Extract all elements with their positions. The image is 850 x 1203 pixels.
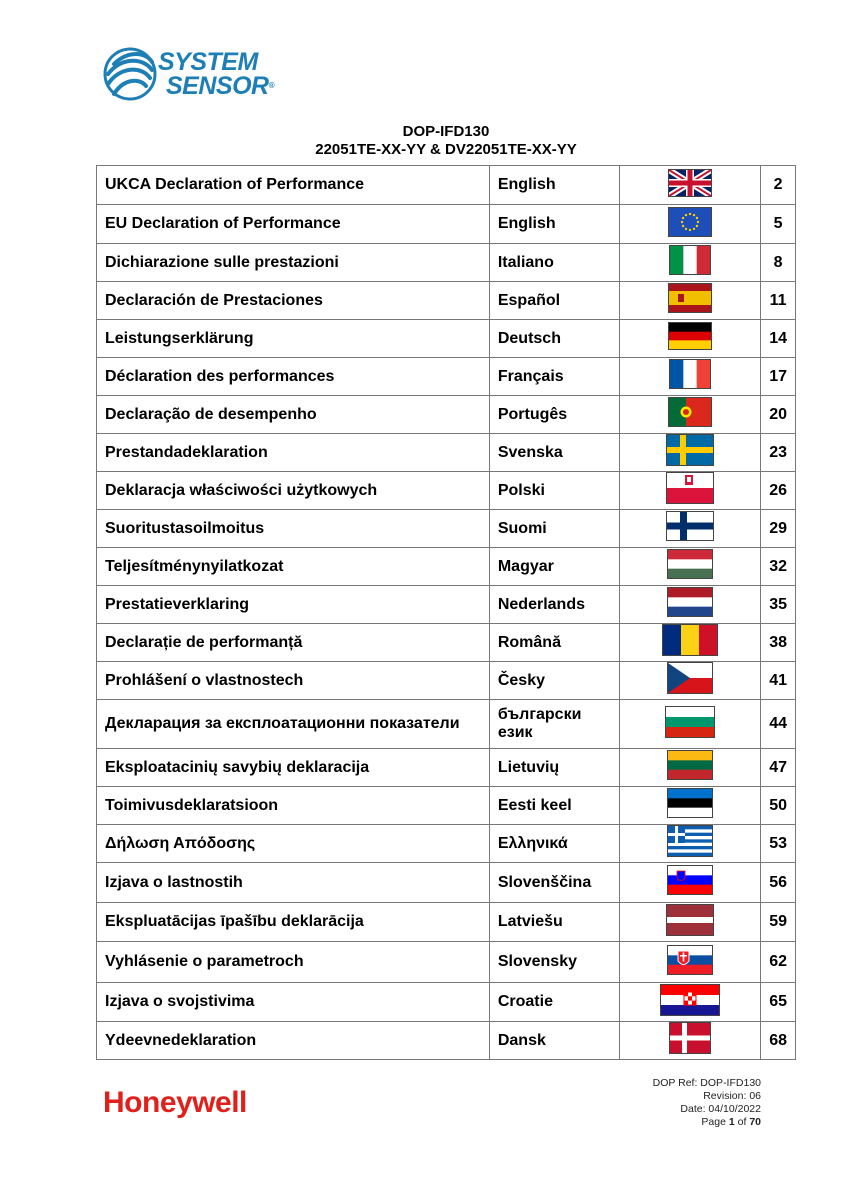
language-name: English [489, 166, 620, 205]
flag-cell [620, 510, 761, 548]
language-name: Română [489, 624, 620, 662]
flag-cell [620, 358, 761, 396]
language-name: български език [489, 700, 620, 749]
page-number-cell: 2 [761, 166, 796, 205]
table-row [97, 205, 796, 244]
declaration-title: UKCA Declaration of Performance [97, 166, 490, 205]
language-name: Svenska [489, 434, 620, 472]
declaration-title: Ekspluatācijas īpašību deklarācija [97, 903, 490, 942]
language-name: Suomi [489, 510, 620, 548]
flag-cell [620, 396, 761, 434]
page-number-cell: 11 [761, 282, 796, 320]
page-number-cell: 53 [761, 825, 796, 863]
declaration-title: Dichiarazione sulle prestazioni [97, 244, 490, 282]
slovakia-flag-icon [667, 945, 713, 980]
page-number-cell: 8 [761, 244, 796, 282]
netherlands-flag-icon [667, 587, 713, 622]
bulgaria-flag-icon [665, 706, 715, 743]
france-flag-icon [669, 359, 711, 394]
flag-cell [620, 1022, 761, 1060]
page-number-cell: 38 [761, 624, 796, 662]
declaration-title: Teljesítménynyilatkozat [97, 548, 490, 586]
declaration-title: Declaração de desempenho [97, 396, 490, 434]
language-name: Nederlands [489, 586, 620, 624]
germany-flag-icon [668, 322, 712, 355]
declaration-title: Déclaration des performances [97, 358, 490, 396]
table-row [97, 282, 796, 320]
page-number-cell: 41 [761, 662, 796, 700]
table-row [97, 700, 796, 749]
portugal-flag-icon [668, 397, 712, 432]
language-name: Lietuvių [489, 749, 620, 787]
language-name: Slovenščina [489, 863, 620, 903]
table-row [97, 166, 796, 205]
croatia-flag-icon [660, 984, 720, 1021]
declaration-title: Declarație de performanță [97, 624, 490, 662]
finland-flag-icon [666, 511, 714, 546]
page-number-cell: 35 [761, 586, 796, 624]
table-row [97, 244, 796, 282]
romania-flag-icon [662, 624, 718, 661]
page-number-cell: 44 [761, 700, 796, 749]
table-row [97, 358, 796, 396]
system-sensor-logo [158, 50, 274, 98]
language-name: Česky [489, 662, 620, 700]
logo-line-1: SYSTEM [158, 48, 258, 76]
table-row [97, 863, 796, 903]
declaration-title: Izjava o lastnostih [97, 863, 490, 903]
slovenia-flag-icon [667, 865, 713, 900]
page-number-cell: 20 [761, 396, 796, 434]
table-row [97, 510, 796, 548]
page-number-cell: 50 [761, 787, 796, 825]
flag-cell [620, 166, 761, 205]
table-row [97, 586, 796, 624]
eu-flag-icon [668, 207, 712, 242]
date: Date: 04/10/2022 [680, 1103, 761, 1115]
flag-cell [620, 320, 761, 358]
language-name: Portugês [489, 396, 620, 434]
page-number-cell: 65 [761, 983, 796, 1022]
dop-ref: DOP Ref: DOP-IFD130 [652, 1077, 761, 1089]
document-title [96, 123, 796, 159]
poland-flag-icon [666, 472, 714, 509]
estonia-flag-icon [667, 788, 713, 823]
table-row [97, 320, 796, 358]
declaration-title: Декларация за експлоатационни показатели [97, 700, 490, 749]
table-row [97, 942, 796, 983]
denmark-flag-icon [669, 1022, 711, 1059]
table-row [97, 396, 796, 434]
table-row [97, 983, 796, 1022]
table-row [97, 548, 796, 586]
footer-info [653, 1077, 761, 1129]
declaration-title: Prestatieverklaring [97, 586, 490, 624]
italy-flag-icon [669, 245, 711, 280]
declaration-title: Ydeevnedeklaration [97, 1022, 490, 1060]
page-number-cell: 29 [761, 510, 796, 548]
flag-cell [620, 787, 761, 825]
language-name: Polski [489, 472, 620, 510]
flag-cell [620, 662, 761, 700]
declaration-title: Suoritustasoilmoitus [97, 510, 490, 548]
flag-cell [620, 863, 761, 903]
flag-cell [620, 624, 761, 662]
table-row [97, 1022, 796, 1060]
sweden-flag-icon [666, 434, 714, 471]
table-row [97, 662, 796, 700]
lithuania-flag-icon [667, 750, 713, 785]
page-number-cell: 14 [761, 320, 796, 358]
hungary-flag-icon [667, 549, 713, 584]
table-row [97, 825, 796, 863]
language-name: Español [489, 282, 620, 320]
greece-flag-icon [667, 825, 713, 862]
flag-cell [620, 586, 761, 624]
flag-cell [620, 983, 761, 1022]
declaration-title: Deklaracja właściwości użytkowych [97, 472, 490, 510]
page-number-cell: 23 [761, 434, 796, 472]
latvia-flag-icon [666, 904, 714, 941]
title-line-2: 22051TE-XX-YY & DV22051TE-XX-YY [315, 141, 577, 158]
language-name: Deutsch [489, 320, 620, 358]
flag-cell [620, 434, 761, 472]
declaration-title: Vyhlásenie o parametroch [97, 942, 490, 983]
revision: Revision: 06 [703, 1090, 761, 1102]
flag-cell [620, 548, 761, 586]
flag-cell [620, 282, 761, 320]
page-number-cell: 59 [761, 903, 796, 942]
uk-flag-icon [668, 169, 712, 202]
declaration-title: Leistungserklärung [97, 320, 490, 358]
flag-cell [620, 244, 761, 282]
page-number-cell: 68 [761, 1022, 796, 1060]
title-line-1: DOP-IFD130 [402, 123, 490, 140]
language-name: Croatie [489, 983, 620, 1022]
page-number-cell: 17 [761, 358, 796, 396]
honeywell-logo: Honeywell [103, 1086, 247, 1119]
table-row [97, 434, 796, 472]
language-name: Français [489, 358, 620, 396]
flag-cell [620, 749, 761, 787]
declaration-title: Δήλωση Απόδοσης [97, 825, 490, 863]
language-name: English [489, 205, 620, 244]
page-number-cell: 62 [761, 942, 796, 983]
flag-cell [620, 903, 761, 942]
spain-flag-icon [668, 283, 712, 318]
declaration-table [96, 165, 796, 1060]
table-row [97, 624, 796, 662]
flag-cell [620, 825, 761, 863]
flag-cell [620, 942, 761, 983]
table-row [97, 749, 796, 787]
declaration-title: EU Declaration of Performance [97, 205, 490, 244]
language-name: Eesti keel [489, 787, 620, 825]
page-number-cell: 56 [761, 863, 796, 903]
declaration-title: Prestandadeklaration [97, 434, 490, 472]
table-row [97, 787, 796, 825]
language-name: Dansk [489, 1022, 620, 1060]
language-name: Slovensky [489, 942, 620, 983]
declaration-title: Eksploatacinių savybių deklaracija [97, 749, 490, 787]
page-number-cell: 32 [761, 548, 796, 586]
declaration-title: Toimivusdeklaratsioon [97, 787, 490, 825]
language-name: Italiano [489, 244, 620, 282]
table-row [97, 472, 796, 510]
table-row [97, 903, 796, 942]
language-name: Magyar [489, 548, 620, 586]
page-number-cell: 5 [761, 205, 796, 244]
language-name: Ελληνικά [489, 825, 620, 863]
page-number-cell: 47 [761, 749, 796, 787]
declaration-title: Declaración de Prestaciones [97, 282, 490, 320]
czech-flag-icon [667, 662, 713, 699]
flag-cell [620, 205, 761, 244]
declaration-title: Prohlášení o vlastnostech [97, 662, 490, 700]
declaration-title: Izjava o svojstivima [97, 983, 490, 1022]
page-number: Page 1 of 70 [701, 1116, 761, 1128]
logo-line-2: SENSOR® [166, 72, 274, 100]
page-number-cell: 26 [761, 472, 796, 510]
flag-cell [620, 700, 761, 749]
language-name: Latviešu [489, 903, 620, 942]
flag-cell [620, 472, 761, 510]
